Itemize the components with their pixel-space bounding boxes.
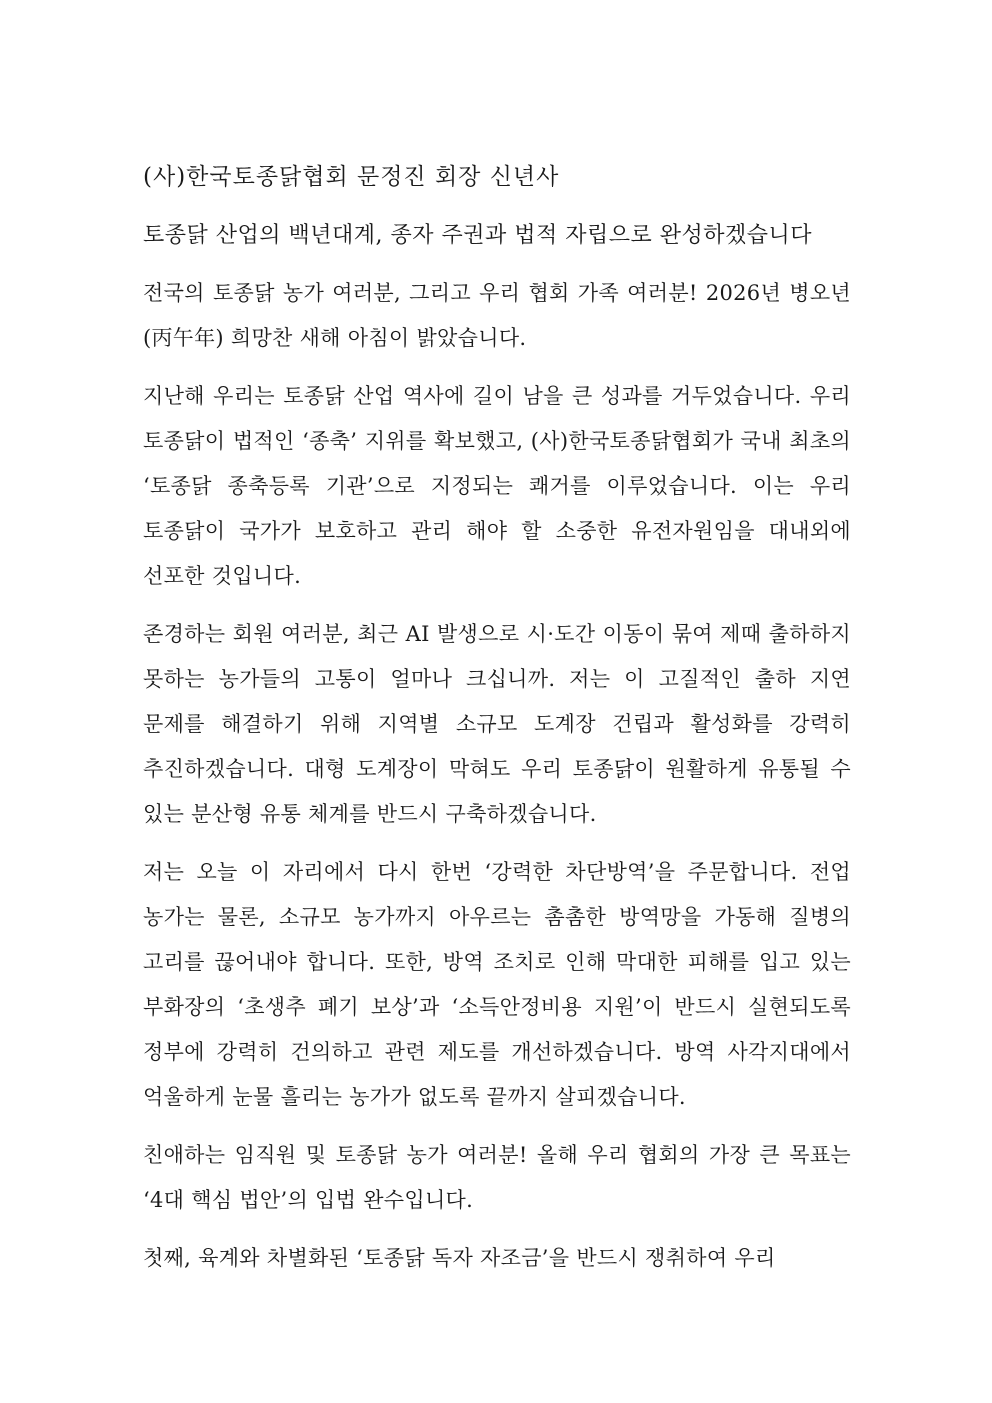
document-subtitle: 토종닭 산업의 백년대계, 종자 주권과 법적 자립으로 완성하겠습니다 [143, 223, 813, 248]
paragraph-first-point: 첫째, 육계와 차별화된 ‘토종닭 독자 자조금’을 반드시 쟁취하여 우리 [143, 1246, 776, 1270]
paragraph-quarantine: 저는 오늘 이 자리에서 다시 한번 ‘강력한 차단방역’을 주문합니다. 전업 농가는 물론, 소규모 농가까지 아우르는 촘촘한 방역망을 가동해 질병의 고리를 끊어내야 합니다. 또한, 방역 조치로 인해 막대한 피해를 입고 있는 부화장의 ‘초생추 폐기 보상’과 ‘소득안정비용 지원’이 반드시 실현되도록 정부에 강력히 건의하고 관련 제도를 개선하겠습니다. 방역 사각지대에서 억울하게 눈물 흘리는 농가가 없도록 끝까지 살피겠습니다. [143, 860, 851, 1109]
paragraph-distribution-plan: 존경하는 회원 여러분, 최근 AI 발생으로 시·도간 이동이 묶여 제때 출하하지 못하는 농가들의 고통이 얼마나 크십니까. 저는 이 고질적인 출하 지연 문제를 해결하기 위해 지역별 소규모 도계장 건립과 활성화를 강력히 추진하겠습니다. 대형 도계장이 막혀도 우리 토종닭이 원활하게 유통될 수 있는 분산형 유통 체계를 반드시 구축하겠습니다. [143, 622, 851, 826]
document-title: (사)한국토종닭협회 문정진 회장 신년사 [143, 164, 560, 190]
paragraph-greeting: 전국의 토종닭 농가 여러분, 그리고 우리 협회 가족 여러분! 2026년 병오년(丙午年) 희망찬 새해 아침이 밝았습니다. [143, 281, 851, 350]
document-page [143, 155, 851, 1294]
paragraph-legislation-goal: 친애하는 임직원 및 토종닭 농가 여러분! 올해 우리 협회의 가장 큰 목표는 ‘4대 핵심 법안’의 입법 완수입니다. [143, 1143, 851, 1212]
paragraph-last-year-achievements: 지난해 우리는 토종닭 산업 역사에 길이 남을 큰 성과를 거두었습니다. 우리 토종닭이 법적인 ‘종축’ 지위를 확보했고, (사)한국토종닭협회가 국내 최초의 ‘토종닭 종축등록 기관’으로 지정되는 쾌거를 이루었습니다. 이는 우리 토종닭이 국가가 보호하고 관리 해야 할 소중한 유전자원임을 대내외에 선포한 것입니다. [143, 384, 851, 588]
